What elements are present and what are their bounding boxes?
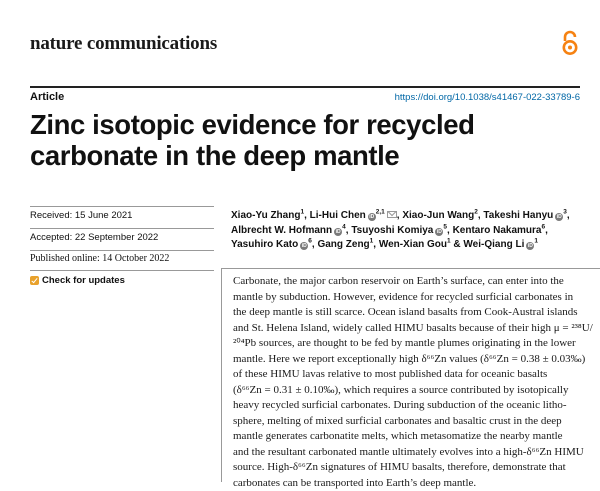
published-date: Published online: 14 October 2022 [30,253,169,264]
author-name[interactable]: Gang Zeng [317,239,369,250]
title-line: carbonate in the deep mantle [30,140,500,171]
author-affiliation: 6 [308,238,312,245]
orcid-icon[interactable]: iD [555,213,563,221]
author-name[interactable]: Kentaro Nakamura [453,225,542,236]
check-for-updates-label: Check for updates [42,275,125,286]
abstract-line: (δ⁶⁶Zn = 0.31 ± 0.10‰), which requires a source contributed by isotopically [233,383,592,399]
abstract-line: mantle generates carbonatite melts, which metasomatize the nearby mantle [233,429,592,445]
abstract-line: carbonates can be transported into Earth’s deep mantle. [233,476,592,491]
meta-divider [30,250,214,251]
author-affiliation: 3 [563,209,567,216]
author-name[interactable]: Li-Hui Chen [310,210,366,221]
header-rule [30,86,580,88]
author-affiliation: 5 [443,223,447,230]
author-affiliation: 4 [342,223,346,230]
abstract-line: Carbonate, the major carbon reservoir on Earth’s surface, can enter into the [233,274,592,290]
abstract-line: and St. Helena Island, widely called HIMU basalts because of their high μ = ²³⁸U/ [233,321,592,337]
author-affiliation: 1 [534,238,538,245]
abstract-line: and the resultant carbonated mantle ultimately evolves into a high-δ⁶⁶Zn HIMU [233,445,592,461]
author-name[interactable]: Yasuhiro Kato [231,239,298,250]
author-name[interactable]: Xiao-Jun Wang [402,210,474,221]
author-affiliation: 1 [300,209,304,216]
title-line: Zinc isotopic evidence for recycled [30,109,500,140]
orcid-icon[interactable]: iD [526,242,534,250]
meta-divider [30,206,214,207]
orcid-icon[interactable]: iD [334,228,342,236]
author-affiliation: 1 [370,238,374,245]
abstract [221,268,600,482]
meta-divider [30,270,214,271]
author-affiliation: 6 [541,223,545,230]
abstract-line: ²⁰⁴Pb sources, are thought to be fed by mantle plumes originating in the lower [233,336,592,352]
doi-link[interactable]: https://doi.org/10.1038/s41467-022-33789-6 [395,92,580,103]
meta-divider [30,228,214,229]
abstract-line: source. High-δ⁶⁶Zn signatures of HIMU basalts, therefore, demonstrate that [233,460,592,476]
abstract-line: mantle. Here we report exceptionally high δ⁶⁶Zn values (δ⁶⁶Zn = 0.38 ± 0.03‰) [233,352,592,368]
abstract-line: the deep mantle is still scarce. Ocean island basalts from Cook-Austral islands [233,305,592,321]
author-name[interactable]: Tsuyoshi Komiya [351,225,433,236]
open-access-icon[interactable] [561,30,579,56]
author-name[interactable]: Xiao-Yu Zhang [231,210,300,221]
author-list: Xiao-Yu Zhang$^1$, Li-Hui Chen iD$^{2,1}$ , Xiao-Jun Wang$^2$, Takeshi Hanyu $iD^3$, Albrecht W. Hofmann $iD^4$, Tsuyoshi Komiya $iD^5$, Kentaro Nakamura$^6$, Yasuhiro Kato $iD^6$, Gang Zeng$^1$, Wen-Xian Gou$^1$ & Wei-Qiang Li $iD^1$ [231,209,591,253]
email-icon[interactable] [387,211,397,218]
author-affiliation: 2,1 [376,209,385,216]
check-for-updates-icon [30,276,39,285]
author-name[interactable]: Wei-Qiang Li [463,239,524,250]
received-date: Received: 15 June 2021 [30,210,132,221]
accepted-date: Accepted: 22 September 2022 [30,232,158,243]
author-affiliation: 1 [447,238,451,245]
author-name[interactable]: Albrecht W. Hofmann [231,225,332,236]
orcid-icon[interactable]: iD [300,242,308,250]
abstract-line: sphere, melting of mixed surficial carbonates and basaltic crust in the deep [233,414,592,430]
orcid-icon[interactable]: iD [368,213,376,221]
author-affiliation: 2 [474,209,478,216]
journal-name[interactable]: nature communications [30,33,217,55]
article-title [30,109,500,171]
article-type-label: Article [30,91,64,103]
abstract-line: heavy recycled surficial carbonates. During subduction of the oceanic litho- [233,398,592,414]
abstract-line: of these HIMU lavas relative to most published data for oceanic basalts [233,367,592,383]
author-name[interactable]: Takeshi Hanyu [483,210,553,221]
author-name[interactable]: Wen-Xian Gou [379,239,447,250]
abstract-line: mantle by subduction. However, evidence for recycled surficial carbonates in [233,290,592,306]
check-for-updates-button[interactable] [30,275,125,286]
orcid-icon[interactable]: iD [435,228,443,236]
